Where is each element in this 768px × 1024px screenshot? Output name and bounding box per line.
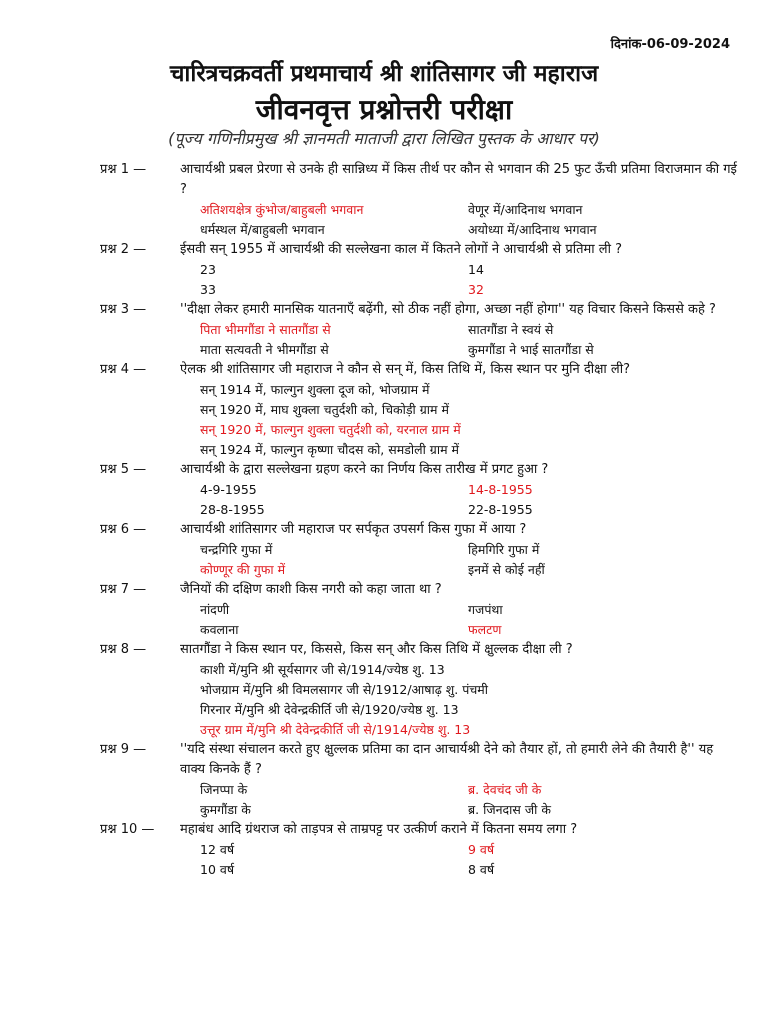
- question-row: [0, 460, 768, 480]
- question-label: प्रश्न 5 —: [100, 462, 147, 477]
- question-text: महाबंध आदि ग्रंथराज को ताड़पत्र से ताम्रपट्ट पर उत्कीर्ण कराने में कितना समय लगा ?: [180, 822, 578, 837]
- question-row: [0, 580, 768, 600]
- answer-option-correct: उत्तूर ग्राम में/मुनि श्री देवेन्द्रकीर्ति जी से/1914/ज्येष्ठ शु. 13: [200, 722, 471, 737]
- answer-options: [0, 380, 768, 460]
- question-label: प्रश्न 7 —: [100, 582, 147, 597]
- answer-option-correct: सन् 1920 में, फाल्गुन शुक्ला चतुर्दशी को, यरनाल ग्राम में: [200, 422, 461, 437]
- question-row: [0, 640, 768, 660]
- question-row: [0, 820, 768, 840]
- question-10: [0, 820, 768, 880]
- answer-option: गजपंथा: [468, 602, 503, 617]
- question-text: आचार्यश्री प्रबल प्रेरणा से उनके ही सान्निध्य में किस तीर्थ पर कौन से भगवान की 25 फुट ऊँची प्रतिमा विराजमान की गई ?: [180, 162, 737, 197]
- answer-options: [0, 540, 768, 580]
- question-text: आचार्यश्री शांतिसागर जी महाराज पर सर्पकृत उपसर्ग किस गुफा में आया ?: [180, 522, 527, 537]
- question-label: प्रश्न 4 —: [100, 362, 147, 377]
- page-title-line2: जीवनवृत्त प्रश्नोत्तरी परीक्षा: [255, 93, 513, 126]
- answer-options: [0, 840, 768, 880]
- question-1: [0, 160, 768, 240]
- question-text: ''यदि संस्था संचालन करते हुए क्षुल्लक प्रतिमा का दान आचार्यश्री देने को तैयार हों, तो हमारी लेने की तैयारी है'' यह वाक्य किनके हैं ?: [180, 742, 714, 777]
- answer-option-correct: कोण्णूर की गुफा में: [200, 562, 286, 577]
- answer-option: गिरनार में/मुनि श्री देवेन्द्रकीर्ति जी से/1920/ज्येष्ठ शु. 13: [200, 702, 459, 717]
- answer-option: अयोध्या में/आदिनाथ भगवान: [468, 222, 597, 237]
- answer-option: नांदणी: [200, 602, 230, 617]
- answer-option: धर्मस्थल में/बाहुबली भगवान: [200, 222, 325, 237]
- answer-options: [0, 660, 768, 740]
- question-8: [0, 640, 768, 740]
- question-text: ''दीक्षा लेकर हमारी मानसिक यातनाएँ बढ़ेंगी, सो ठीक नहीं होगा, अच्छा नहीं होगा'' यह विचार किसने किससे कहे ?: [180, 302, 716, 317]
- answer-option: जिनप्पा के: [200, 782, 248, 797]
- page-subtitle: (पूज्य गणिनीप्रमुख श्री ज्ञानमती माताजी द्वारा लिखित पुस्तक के आधार पर): [168, 129, 600, 148]
- question-9: [0, 740, 768, 820]
- answer-option: सन् 1924 में, फाल्गुन कृष्णा चौदस को, समडोली ग्राम में: [200, 442, 459, 457]
- answer-option: भोजग्राम में/मुनि श्री विमलसागर जी से/1912/आषाढ़ शु. पंचमी: [200, 682, 488, 697]
- question-3: [0, 300, 768, 360]
- question-label: प्रश्न 2 —: [100, 242, 147, 257]
- answer-option: काशी में/मुनि श्री सूर्यसागर जी से/1914/ज्येष्ठ शु. 13: [200, 662, 445, 677]
- question-text: आचार्यश्री के द्वारा सल्लेखना ग्रहण करने का निर्णय किस तारीख में प्रगट हुआ ?: [180, 462, 549, 477]
- answer-option: सन् 1920 में, माघ शुक्ला चतुर्दशी को, चिकोड़ी ग्राम में: [200, 402, 449, 417]
- answer-option: 28-8-1955: [200, 502, 265, 517]
- question-text: जैनियों की दक्षिण काशी किस नगरी को कहा जाता था ?: [180, 582, 442, 597]
- answer-option: वेणूर में/आदिनाथ भगवान: [468, 202, 583, 217]
- answer-option: ब्र. जिनदास जी के: [468, 802, 551, 817]
- answer-option-correct: फलटण: [468, 622, 502, 637]
- answer-option-correct: ब्र. देवचंद जी के: [468, 782, 542, 797]
- question-label: प्रश्न 1 —: [100, 162, 147, 177]
- question-row: [0, 240, 768, 260]
- question-6: [0, 520, 768, 580]
- answer-option: 23: [200, 262, 216, 277]
- answer-option: सन् 1914 में, फाल्गुन शुक्ला दूज को, भोजग्राम में: [200, 382, 430, 397]
- answer-option: 4-9-1955: [200, 482, 257, 497]
- question-text: ऐलक श्री शांतिसागर जी महाराज ने कौन से सन् में, किस तिथि में, किस स्थान पर मुनि दीक्षा ली?: [180, 362, 630, 377]
- question-text: सातगौंडा ने किस स्थान पर, किससे, किस सन् और किस तिथि में क्षुल्लक दीक्षा ली ?: [180, 642, 573, 657]
- answer-option-correct: 32: [468, 282, 484, 297]
- answer-option: 10 वर्ष: [200, 862, 235, 877]
- answer-options: [0, 780, 768, 820]
- question-row: [0, 360, 768, 380]
- answer-option: 8 वर्ष: [468, 862, 495, 877]
- question-row: [0, 160, 768, 200]
- question-label: प्रश्न 8 —: [100, 642, 147, 657]
- question-row: [0, 740, 768, 780]
- answer-options: [0, 600, 768, 640]
- answer-option: 12 वर्ष: [200, 842, 235, 857]
- question-5: [0, 460, 768, 520]
- date-label: दिनांक-06-09-2024: [610, 37, 730, 52]
- answer-option-correct: पिता भीमगौंडा ने सातगौंडा से: [200, 322, 331, 337]
- answer-option: माता सत्यवती ने भीमगौंडा से: [200, 342, 329, 357]
- answer-option: हिमगिरि गुफा में: [468, 542, 540, 557]
- question-list: [0, 160, 768, 880]
- question-4: [0, 360, 768, 460]
- answer-option: सातगौंडा ने स्वयं से: [468, 322, 554, 337]
- answer-options: [0, 260, 768, 300]
- question-label: प्रश्न 9 —: [100, 742, 147, 757]
- answer-option-correct: 14-8-1955: [468, 482, 533, 497]
- question-label: प्रश्न 6 —: [100, 522, 147, 537]
- answer-option: 22-8-1955: [468, 502, 533, 517]
- question-2: [0, 240, 768, 300]
- answer-options: [0, 480, 768, 520]
- answer-options: [0, 320, 768, 360]
- question-label: प्रश्न 3 —: [100, 302, 147, 317]
- answer-option: कवलाना: [200, 622, 239, 637]
- answer-option: कुमगौंडा के: [200, 802, 251, 817]
- answer-option-correct: अतिशयक्षेत्र कुंभोज/बाहुबली भगवान: [200, 202, 364, 217]
- question-label: प्रश्न 10 —: [100, 822, 155, 837]
- answer-option: इनमें से कोई नहीं: [468, 562, 545, 577]
- page-title-line1: चारित्रचक्रवर्ती प्रथमाचार्य श्री शांतिसागर जी महाराज: [169, 61, 599, 87]
- question-row: [0, 300, 768, 320]
- answer-option: 14: [468, 262, 484, 277]
- answer-option: 33: [200, 282, 216, 297]
- question-row: [0, 520, 768, 540]
- answer-option-correct: 9 वर्ष: [468, 842, 495, 857]
- answer-option: चन्द्रगिरि गुफा में: [200, 542, 273, 557]
- answer-options: [0, 200, 768, 240]
- question-7: [0, 580, 768, 640]
- question-text: ईसवी सन् 1955 में आचार्यश्री की सल्लेखना काल में कितने लोगों ने आचार्यश्री से प्रतिमा ली ?: [180, 242, 622, 257]
- answer-option: कुमगौंडा ने भाई सातगौंडा से: [468, 342, 594, 357]
